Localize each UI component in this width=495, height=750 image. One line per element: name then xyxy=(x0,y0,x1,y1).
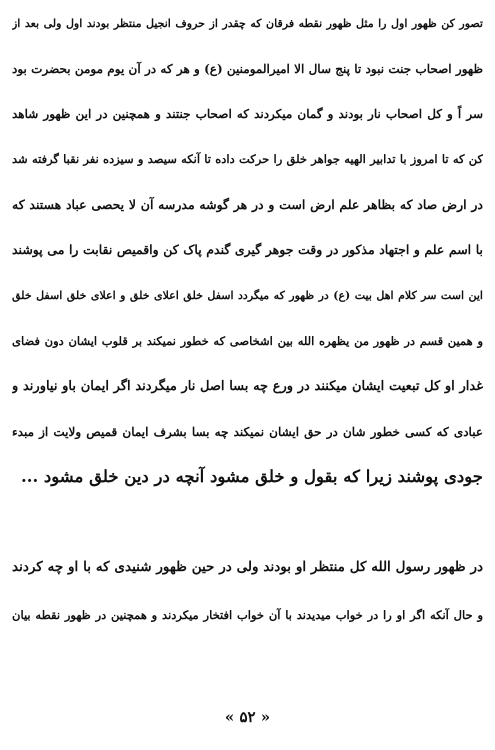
text-line-12: در ظهور رسول الله کل منتظر او بودند ولی در حین ظهور شنیدی که با او چه کردند xyxy=(12,559,483,575)
text-line-1: تصور کن ظهور اول را مثل ظهور نقطه فرقان که چقدر از حروف انجیل منتظر بودند اول ولی بعد از xyxy=(12,17,483,30)
text-line-3: سر اً و کل اصحاب نار بودند و گمان میکردند که اصحاب جنتند و همچنین در این ظهور شاهد xyxy=(12,107,483,121)
text-line-8: و همین قسم در ظهور من یظهره الله بین اشخاصی که خطور نمیکند بر قلوب ایشان دون فضای xyxy=(12,334,483,348)
text-line-11: جودی پوشند زیرا که بقول و خلق مشود آنچه در دین خلق مشود ... xyxy=(20,467,483,486)
text-line-13: و حال آنکه اگر او را در خواب میدیدند با آن خواب افتخار میکردند و همچنین در ظهور نقطه بیان xyxy=(12,608,483,622)
text-line-4: کن که تا امروز با تدابیر الهیه جواهر خلق را حرکت داده تا آنکه سیصد و سیزده نفر نقبا گرفته شد xyxy=(12,152,483,166)
text-line-10: عبادی که کسی خطور شان در حق ایشان نمیکند چه بسا بشرف ایمان قمیص ولایت از مبدء xyxy=(12,425,483,439)
text-line-7: این است سر کلام اهل بیت (ع) در ظهور که میگردد اسفل خلق اعلای خلق و اعلای خلق اسفل خلق xyxy=(12,289,483,302)
page-number: « ۵۲ » xyxy=(224,708,271,726)
text-line-9: غدار او کل تبعیت ایشان میکنند در ورع چه بسا اصل نار میگردند اگر ایمان باو نیاورند و xyxy=(12,379,483,394)
text-line-2: ظهور اصحاب جنت نبود تا پنج سال الا امیرالمومنین (ع) و هر که در آن یوم مومن بحضرت بود xyxy=(12,62,483,76)
text-line-6: با اسم علم و اجتهاد مذکور در وقت جوهر گیری گندم پاک کن واقمیص نقابت را می پوشند xyxy=(12,242,483,257)
text-line-5: در ارض صاد که بظاهر علم ارض است و در هر گوشه مدرسه آن لا یحصی عباد هستند که xyxy=(12,197,483,212)
